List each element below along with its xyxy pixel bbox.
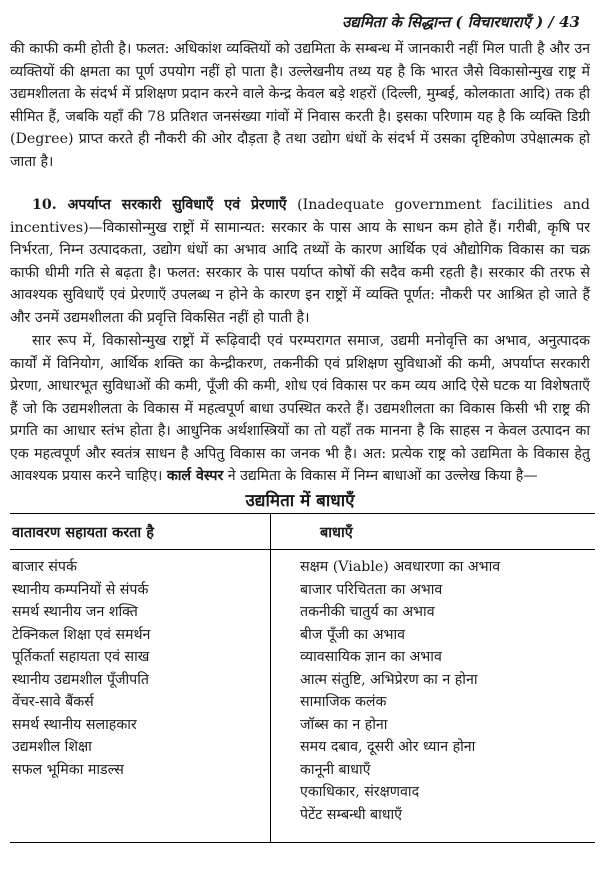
left-column-header: वातावरण सहायता करता है xyxy=(12,524,154,541)
environment-support-item: बाजार संपर्क xyxy=(12,559,77,575)
obstacle-item: सक्षम (Viable) अवधारणा का अभाव xyxy=(300,559,501,575)
obstacle-item: बीज पूँजी का अभाव xyxy=(300,626,406,643)
environment-support-item: सफल भूमिका माडल्स xyxy=(12,761,124,778)
obstacle-item: जॉब्स का न होना xyxy=(300,716,388,733)
table-title: उद्यमिता में बाधाएँ xyxy=(245,491,355,511)
obstacle-item: तकनीकी चातुर्य का अभाव xyxy=(300,604,435,620)
environment-support-item: पूर्तिकर्ता सहायता एवं साख xyxy=(12,649,150,665)
obstacle-item: पेटेंट सम्बन्धी बाधाएँ xyxy=(300,806,403,823)
obstacle-item: सामाजिक कलंक xyxy=(300,694,387,710)
environment-support-item: समर्थ स्थानीय सलाहकार xyxy=(12,716,137,733)
obstacle-item: कानूनी बाधाएँ xyxy=(300,761,371,778)
obstacle-item: समय दबाव, दूसरी ओर ध्यान होना xyxy=(300,739,476,755)
column-divider xyxy=(270,514,271,842)
obstacle-item: बाजार परिचितता का अभाव xyxy=(300,581,443,598)
environment-support-item: उद्यमशील शिक्षा xyxy=(12,739,92,755)
environment-support-item: समर्थ स्थानीय जन शक्ति xyxy=(12,604,138,620)
paragraph-section-10 xyxy=(10,194,590,329)
summary-body: सार रूप में, विकासोन्मुख राष्ट्रों में रूढ़िवादी एवं परम्परागत समाज, उद्यमी मनोवृत्ति का अभाव, अनुत्पादक कार्यों में विनियोग, आर्थिक शक्ति का केन्द्रीकरण, तकनीकी एवं प्रशिक्षण सुविधाओं की कमी, अपर्याप्त सरकारी प्रेरणा, आधारभूत सुविधाओं की कमी, पूँजी की कमी, शोध एवं विकास पर कम व्यय आदि ऐसे घटक या विशेषताएँ हैं जो कि उद्यमशीलता के विकास में महत्वपूर्ण बाधा उपस्थित करते हैं। उद्यमशीलता का विकास किसी भी राष्ट्र की प्रगति का आधार स्तंभ होता है। आधुनिक अर्थशास्त्रियों का तो यहाँ तक मानना है कि साहस न केवल उत्पादन का एक महत्वपूर्ण और स्वतंत्र साधन है अपितु विकास का जनक भी है। अत: प्रत्येक राष्ट्र को उद्यमिता के विकास हेतु आवश्यक प्रयास करने चाहिए। xyxy=(10,333,590,484)
paragraph-intro: की काफी कमी होती है। फलत: अधिकांश व्यक्तियों को उद्यमिता के सम्बन्ध में जानकारी नहीं मिल पाती है और उन व्यक्तियों की क्षमता का पूर्ण उपयोग नहीं हो पाता है। उल्लेखनीय तथ्य यह है कि भारत जैसे विकासोन्मुख राष्ट्र में उद्यमशीलता के संदर्भ में प्रशिक्षण प्रदान करने वाले केन्द्र केवल बड़े शहरों (दिल्ली, मुम्बई, कोलकाता आदि) तक ही सीमित हैं, जबकि यहाँ की 78 प्रतिशत जनसंख्या गांवों में निवास करती है। इसका परिणाम यह है कि व्यक्ति डिग्री (Degree) प्राप्त करते ही नौकरी की ओर दौड़ता है तथा उद्योग धंधों के संदर्भ में उसका दृष्टिकोण उपेक्षात्मक हो जाता है। xyxy=(10,41,590,170)
obstacle-item: व्यावसायिक ज्ञान का अभाव xyxy=(300,649,442,665)
environment-support-item: स्थानीय कम्पनियों से संपर्क xyxy=(12,581,149,598)
paragraph-summary xyxy=(10,330,590,488)
author-name: कार्ल वेस्पर xyxy=(166,468,224,484)
obstacle-item: आत्म संतुष्टि, अभिप्रेरण का न होना xyxy=(300,671,478,688)
right-column-header: बाधाएँ xyxy=(320,524,353,541)
section-10-heading: 10. अपर्याप्त सरकारी सुविधाएँ एवं प्रेरणाएँ xyxy=(32,197,287,213)
header-rule xyxy=(10,549,595,550)
environment-support-item: स्थानीय उद्यमशील पूँजीपति xyxy=(12,671,149,688)
right-column-list xyxy=(300,556,500,826)
environment-support-item: टेक्निकल शिक्षा एवं समर्थन xyxy=(12,626,151,643)
obstacles-table xyxy=(10,513,595,843)
left-column-list xyxy=(12,556,150,781)
section-10-body: (Inadequate government facilities and incentives)—विकासोन्मुख राष्ट्रों में सामान्यत: सरकार के पास आय के साधन कम होते हैं। गरीबी, कृषि पर निर्भरता, निम्न उत्पादकता, उद्योग धंधों का अभाव आदि तथ्यों के कारण आर्थिक एवं औद्योगिक विकास का चक्र काफी धीमी गति से बढ़ता है। फलत: सरकार के पास पर्याप्त कोषों की सदैव कमी रहती है। सरकार की तरफ से आवश्यक सुविधाएँ एवं प्रेरणाएँ उपलब्ध न होने के कारण इन राष्ट्रों में व्यक्ति पूर्णत: नौकरी पर आश्रित हो जाते हैं और उनमें उद्यमशीलता की प्रवृत्ति विकसित नहीं हो पाती है। xyxy=(10,197,590,326)
page-header: उद्यमिता के सिद्धान्त ( विचारधाराएँ ) / 43 xyxy=(342,13,580,31)
obstacle-item: एकाधिकार, संरक्षणवाद xyxy=(300,784,420,800)
environment-support-item: वेंचर-सावे बैंकर्स xyxy=(12,694,94,710)
summary-tail: ने उद्यमिता के विकास में निम्न बाधाओं का उल्लेख किया है— xyxy=(223,468,538,484)
